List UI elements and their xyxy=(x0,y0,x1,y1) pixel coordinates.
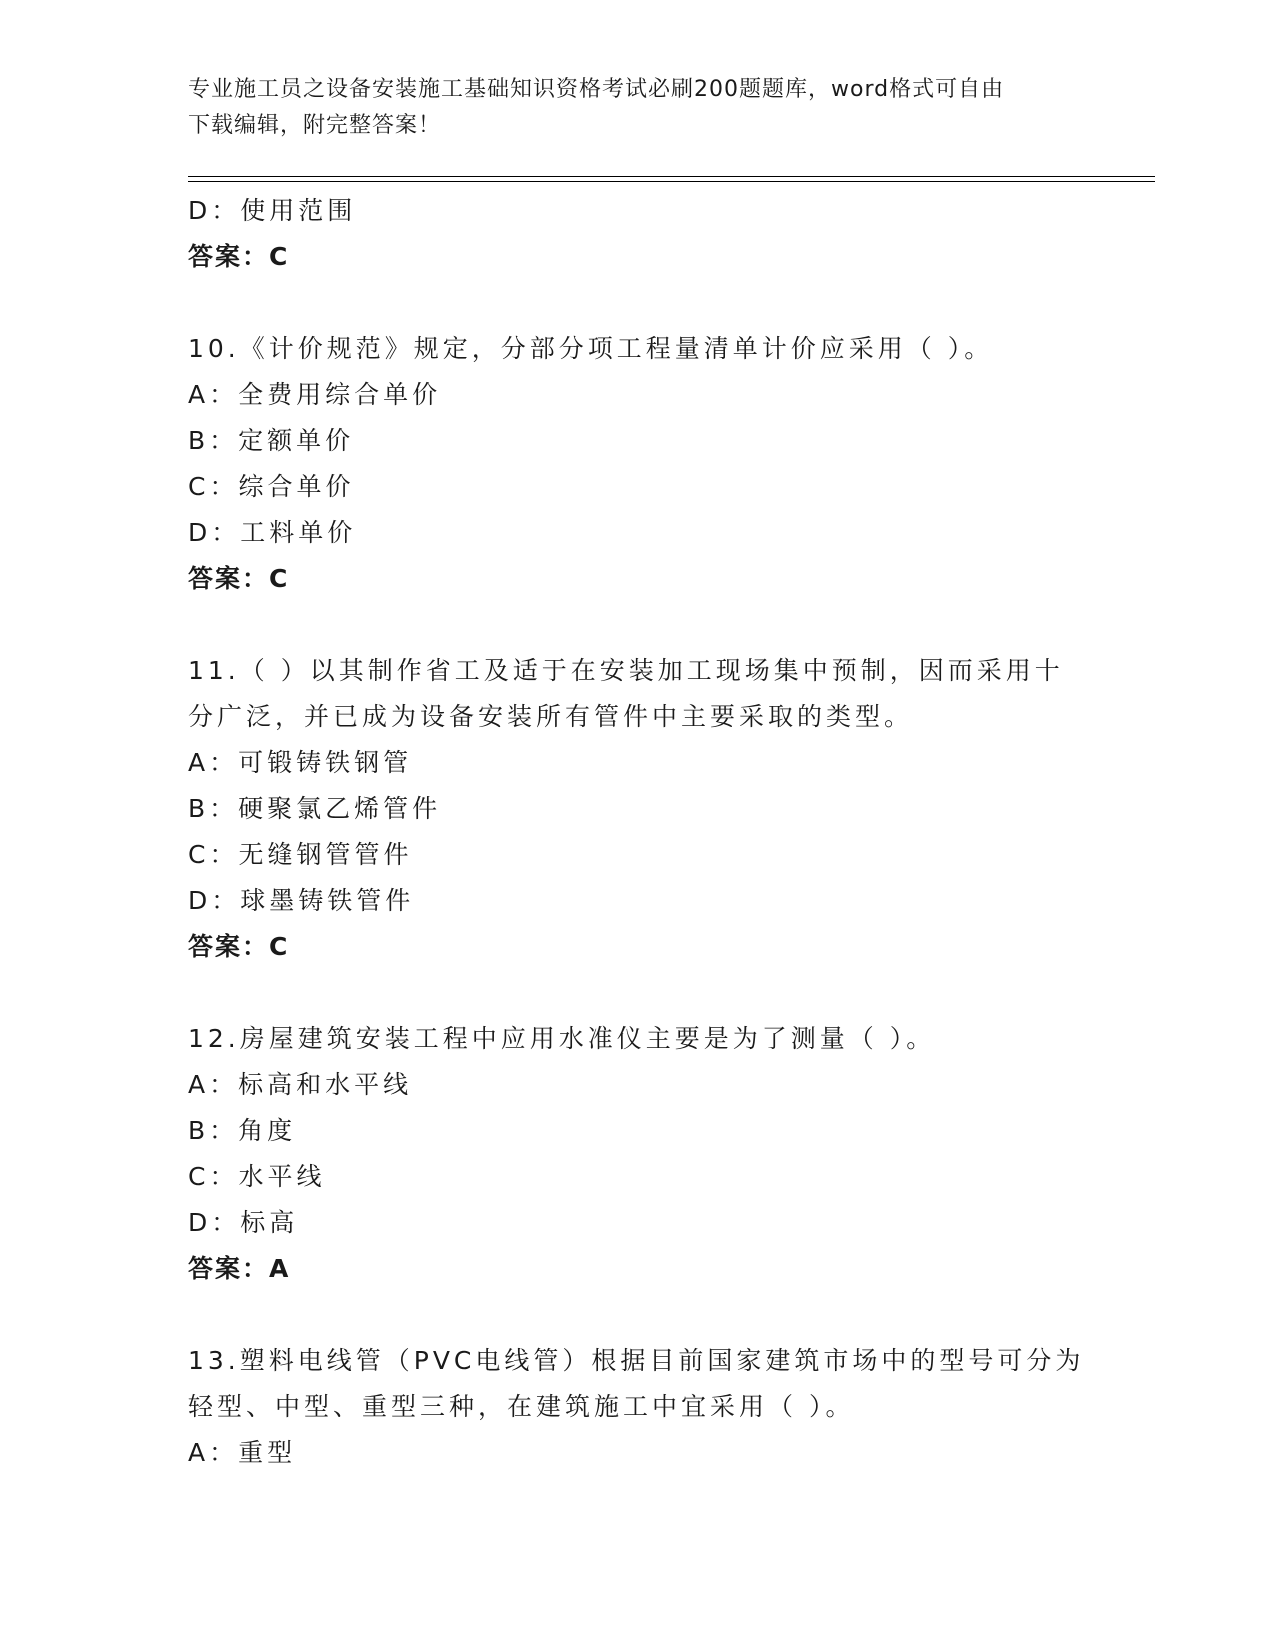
q10-answer: 答案：C xyxy=(188,564,290,593)
q13-stem-line-2: 轻型、中型、重型三种，在建筑施工中宜采用（ ）。 xyxy=(188,1392,855,1421)
q12-option-b: B：角度 xyxy=(188,1116,297,1145)
q11-answer: 答案：C xyxy=(188,932,290,961)
spacer xyxy=(188,280,1088,326)
q10-stem: 10.《计价规范》规定，分部分项工程量清单计价应采用（ ）。 xyxy=(188,334,994,363)
header-line-2: 下载编辑，附完整答案！ xyxy=(188,113,442,138)
question-list xyxy=(188,188,1088,1476)
q10-option-b: B：定额单价 xyxy=(188,426,355,455)
spacer xyxy=(188,602,1088,648)
q10-option-c: C：综合单价 xyxy=(188,472,355,501)
header-rule-top xyxy=(188,176,1155,177)
q13-option-a: A：重型 xyxy=(188,1438,297,1467)
q9-answer: 答案：C xyxy=(188,242,290,271)
q10-option-a: A：全费用综合单价 xyxy=(188,380,442,409)
q11-option-d: D：球墨铸铁管件 xyxy=(188,886,415,915)
header-rule-bottom xyxy=(188,181,1155,182)
q10-option-d: D：工料单价 xyxy=(188,518,357,547)
q11-option-a: A：可锻铸铁钢管 xyxy=(188,748,413,777)
spacer xyxy=(188,1292,1088,1338)
q12-answer: 答案：A xyxy=(188,1254,291,1283)
q13-stem-line-1: 13.塑料电线管（PVC电线管）根据目前国家建筑市场中的型号可分为 xyxy=(188,1346,1085,1375)
header-line-1: 专业施工员之设备安装施工基础知识资格考试必刷200题题库，word格式可自由 xyxy=(188,77,1005,102)
q11-option-b: B：硬聚氯乙烯管件 xyxy=(188,794,442,823)
q11-stem-line-2: 分广泛，并已成为设备安装所有管件中主要采取的类型。 xyxy=(188,702,914,731)
document-header xyxy=(188,72,1088,144)
q12-option-d: D：标高 xyxy=(188,1208,299,1237)
q11-stem-line-1: 11.（ ）以其制作省工及适于在安装加工现场集中预制，因而采用十 xyxy=(188,656,1064,685)
q11-option-c: C：无缝钢管管件 xyxy=(188,840,413,869)
q12-stem: 12.房屋建筑安装工程中应用水准仪主要是为了测量（ ）。 xyxy=(188,1024,936,1053)
q9-option-d: D：使用范围 xyxy=(188,196,357,225)
spacer xyxy=(188,970,1088,1016)
q12-option-c: C：水平线 xyxy=(188,1162,326,1191)
q12-option-a: A：标高和水平线 xyxy=(188,1070,413,1099)
